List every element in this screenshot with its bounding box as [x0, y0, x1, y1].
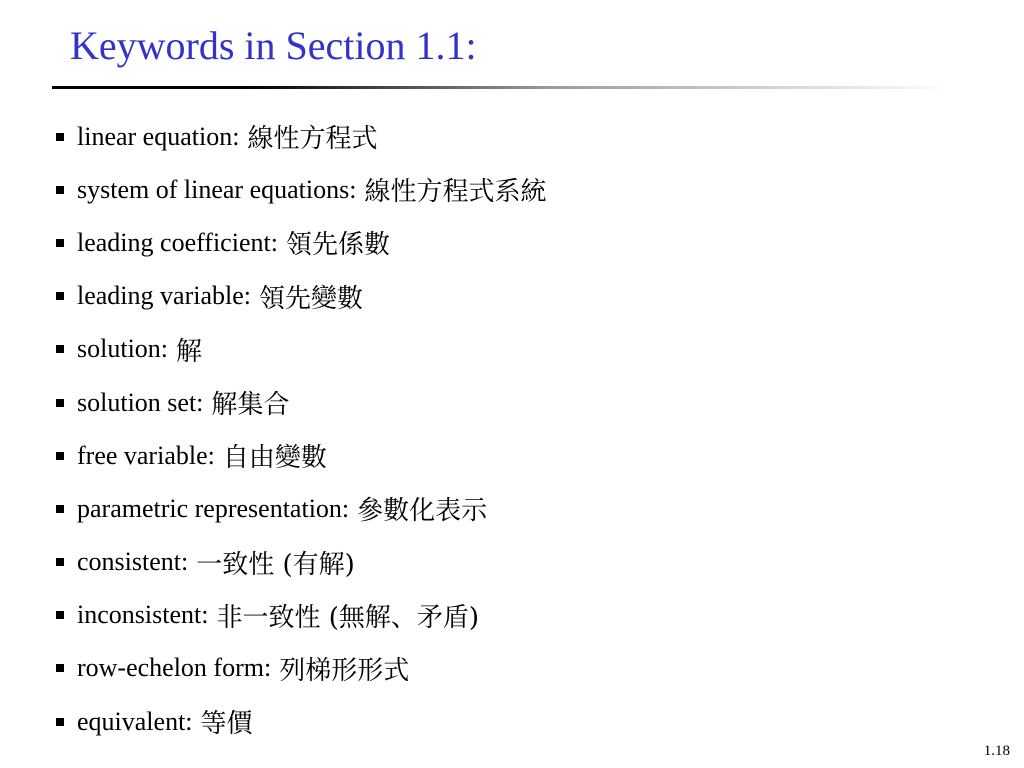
keyword-term: free variable:: [77, 440, 215, 470]
square-bullet-icon: [56, 664, 64, 672]
keyword-term: solution:: [77, 334, 169, 364]
keyword-term: row-echelon form:: [77, 653, 272, 683]
square-bullet-icon: [56, 505, 64, 513]
keyword-item: [56, 110, 546, 163]
square-bullet-icon: [56, 292, 64, 300]
keyword-translation: 列梯形形式: [279, 655, 410, 686]
keyword-term: system of linear equations:: [77, 174, 357, 204]
square-bullet-icon: [56, 345, 64, 353]
keyword-term: leading coefficient:: [77, 227, 278, 257]
square-bullet-icon: [56, 186, 64, 194]
keyword-term: parametric representation:: [77, 493, 350, 523]
square-bullet-icon: [56, 239, 64, 247]
keyword-item: [56, 642, 546, 695]
square-bullet-icon: [56, 452, 64, 460]
keyword-item: [56, 270, 546, 323]
keyword-item: [56, 536, 546, 589]
keyword-translation: 領先變數: [258, 283, 363, 314]
keyword-translation: 非一致性 (無解、矛盾): [216, 602, 479, 633]
square-bullet-icon: [56, 611, 64, 619]
square-bullet-icon: [56, 718, 64, 726]
keyword-translation: 領先係數: [285, 230, 390, 261]
keyword-item: [56, 429, 546, 482]
square-bullet-icon: [56, 558, 64, 566]
keyword-translation: 解: [176, 336, 203, 367]
keyword-item: [56, 216, 546, 269]
square-bullet-icon: [56, 399, 64, 407]
keyword-translation: 線性方程式系統: [364, 177, 547, 208]
keyword-item: [56, 376, 546, 429]
keyword-item: [56, 589, 546, 642]
square-bullet-icon: [56, 133, 64, 141]
keyword-term: inconsistent:: [77, 600, 209, 630]
keyword-list: [56, 110, 546, 748]
keyword-item: [56, 323, 546, 376]
keyword-translation: 參數化表示: [357, 496, 488, 527]
keyword-item: [56, 482, 546, 535]
keyword-translation: 一致性 (有解): [196, 549, 355, 580]
keyword-term: solution set:: [77, 387, 204, 417]
keyword-translation: 解集合: [211, 390, 290, 421]
keyword-item: [56, 695, 546, 748]
title-divider: [52, 86, 952, 89]
page-number: 1.18: [983, 743, 1010, 759]
keyword-translation: 自由變數: [222, 443, 327, 474]
keyword-item: [56, 163, 546, 216]
keyword-term: consistent:: [77, 547, 189, 577]
slide-title: Keywords in Section 1.1:: [70, 23, 477, 68]
keyword-translation: 線性方程式: [247, 124, 378, 155]
keyword-term: leading variable:: [77, 281, 251, 311]
keyword-term: equivalent:: [77, 706, 193, 736]
keyword-translation: 等價: [200, 709, 253, 740]
keyword-term: linear equation:: [77, 121, 240, 151]
